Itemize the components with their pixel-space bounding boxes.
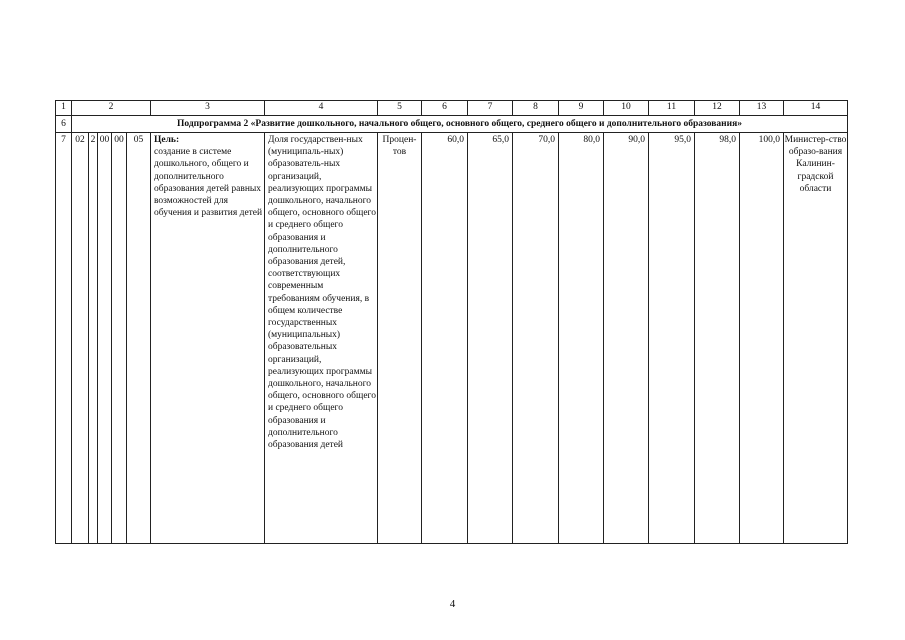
- value-cell-7: 65,0: [468, 133, 513, 544]
- responsible-text: Министер-ство образо-вания Калинин-градской области: [784, 135, 847, 194]
- header-cell-1: 1: [56, 101, 72, 116]
- page-number: 4: [449, 598, 456, 610]
- code-cell-3: 00: [98, 133, 112, 544]
- header-cell-10: 10: [604, 101, 649, 116]
- header-cell-14: 14: [784, 101, 848, 116]
- header-cell-5: 5: [378, 101, 422, 116]
- indicator-text: Доля государствен-ных (муниципаль-ных) образователь-ных организаций, реализующих программы дошкольного, начального общего, основного общего и среднего общего образования и дополнительного образования детей, соответствующих современным требованиям обучения, в общем количестве государственных (муниципальных) образовательных организаций, реализующих программы дошкольного, начального общего, основного общего и среднего общего образования и дополнительного образования детей: [268, 135, 376, 451]
- code-cell-1: 02: [72, 133, 89, 544]
- header-cell-8: 8: [513, 101, 559, 116]
- header-cell-13: 13: [740, 101, 784, 116]
- row-number: 7: [56, 133, 72, 544]
- indicator-cell: [265, 133, 378, 544]
- code-cell-5: 05: [127, 133, 151, 544]
- responsible-cell: [784, 133, 848, 544]
- subprogram-row: [56, 116, 848, 133]
- goal-label: Цель:: [154, 135, 180, 145]
- unit-cell: Процен-тов: [378, 133, 422, 544]
- header-cell-11: 11: [649, 101, 695, 116]
- header-row: [56, 101, 848, 116]
- subprogram-title: Подпрограмма 2 «Развитие дошкольного, начального общего, основного общего, среднего общего и дополнительного образования»: [72, 116, 848, 133]
- header-cell-2: 2: [72, 101, 151, 116]
- indicators-table: [55, 100, 848, 544]
- goal-cell: [151, 133, 265, 544]
- value-cell-13: 100,0: [740, 133, 784, 544]
- header-cell-6: 6: [422, 101, 468, 116]
- table-row: [56, 133, 848, 544]
- header-cell-12: 12: [695, 101, 740, 116]
- code-cell-4: 00: [112, 133, 127, 544]
- header-cell-9: 9: [559, 101, 604, 116]
- value-cell-12: 98,0: [695, 133, 740, 544]
- value-cell-6: 60,0: [422, 133, 468, 544]
- header-cell-7: 7: [468, 101, 513, 116]
- goal-text: создание в системе дошкольного, общего и дополнительного образования детей равных возможностей для обучения и развития детей: [154, 147, 263, 219]
- value-cell-11: 95,0: [649, 133, 695, 544]
- code-cell-2: 2: [89, 133, 98, 544]
- value-cell-8: 70,0: [513, 133, 559, 544]
- value-cell-10: 90,0: [604, 133, 649, 544]
- value-cell-9: 80,0: [559, 133, 604, 544]
- subprogram-row-number: 6: [56, 116, 72, 133]
- header-cell-3: 3: [151, 101, 265, 116]
- header-cell-4: 4: [265, 101, 378, 116]
